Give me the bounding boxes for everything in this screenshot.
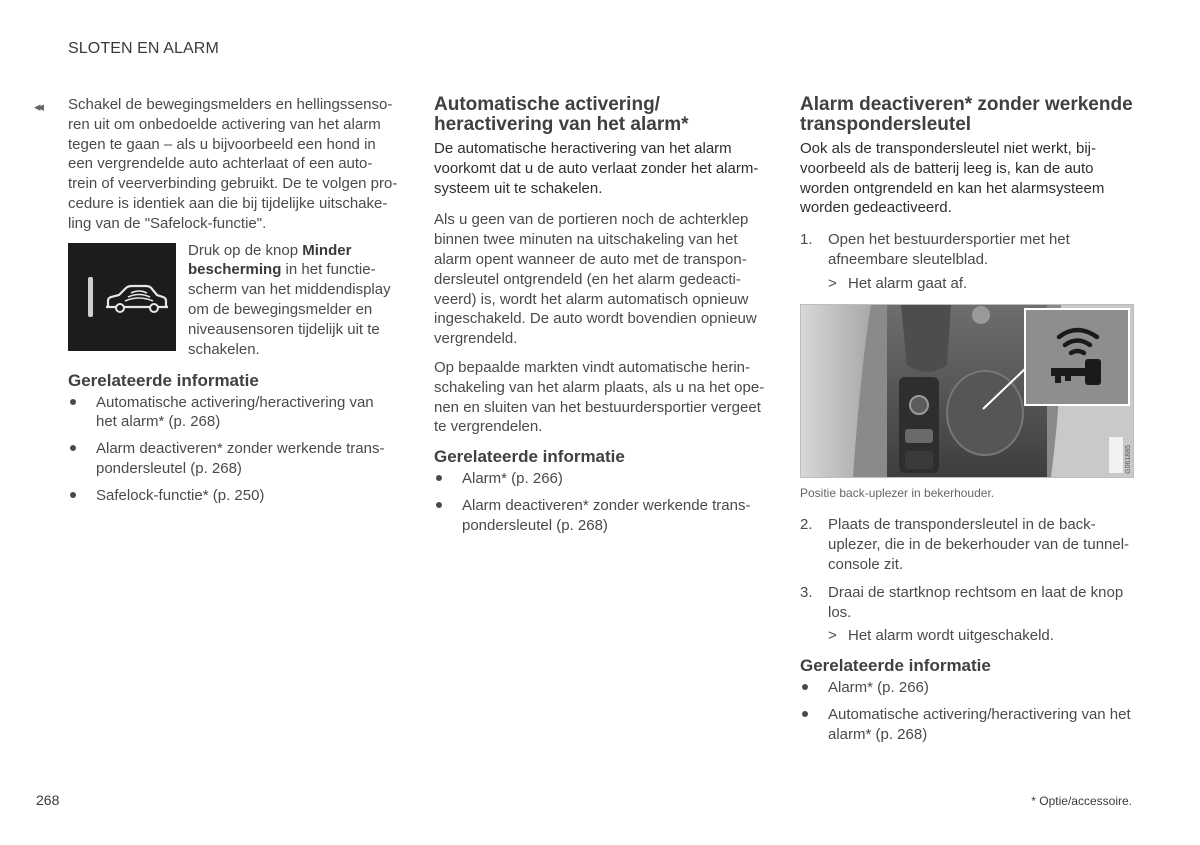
cupholder-backup-reader-photo (800, 304, 1134, 478)
steps-list (800, 230, 1136, 270)
step-item: 1. Open het bestuurdersportier met het afneembare sleutelblad. (800, 231, 1070, 268)
bullet-icon (802, 711, 808, 717)
console-photo-illustration (801, 305, 1133, 477)
indicator-light (88, 277, 93, 317)
related-link[interactable]: Alarm deactiveren* zonder werkende trans-pondersleutel (p. 268) (434, 496, 770, 536)
related-link[interactable]: Alarm* (p. 266) (434, 469, 770, 489)
steps-list (800, 515, 1136, 622)
bullet-icon (436, 502, 442, 508)
bullet-icon (802, 684, 808, 690)
car-sensor-icon (102, 279, 172, 319)
page-header: SLOTEN EN ALARM (68, 40, 219, 57)
bullet-icon (70, 445, 76, 451)
step-item: 2. Plaats de transpondersleutel in de back-uplezer, die in de bekerhouder van de tunnel-console zit. (800, 516, 1130, 573)
column-right (800, 95, 1136, 752)
photo-caption: Positie back-uplezer in bekerhouder. (800, 485, 995, 500)
related-info-list (434, 469, 770, 535)
continued-icon: ◂◂ (34, 99, 42, 114)
footnote: * Optie/accessoire. (1031, 794, 1132, 808)
related-info-heading: Gerelateerde informatie (434, 447, 625, 467)
button-name: Minder bescherming (188, 241, 352, 279)
image-code-label: G061885 (1125, 444, 1132, 474)
column-left (34, 95, 398, 513)
related-link[interactable]: Alarm deactiveren* zonder werkende trans-pondersleutel (p. 268) (68, 439, 398, 479)
bullet-icon (70, 399, 76, 405)
related-link[interactable]: Safelock-functie* (p. 250) (68, 486, 398, 506)
section-title: Alarm deactiveren* zonder werkende transpondersleutel (800, 94, 1133, 135)
reduced-protection-button-image (68, 243, 176, 351)
related-link[interactable]: Automatische activering/heractivering van het alarm* (p. 268) (68, 393, 398, 433)
button-instruction: Druk op de knop Minder bescherming in het functie-scherm van het middendisplay om de bewegingsmelder en niveausensoren tijdelijk uit te schakelen. (188, 241, 391, 358)
section-lead: Ook als de transpondersleutel niet werkt, bij-voorbeeld als de batterij leeg is, kan de auto worden ontgrendeld en kan het alarmsysteem worden gedeactiveerd. (800, 140, 1105, 217)
intro-paragraph: Schakel de bewegingsmelders en hellingssenso-ren uit om onbedoelde activering van het alarm tegen te gaan – als u bijvoorbeeld een hond in een vergrendelde auto achterlaat of een auto-trein of veerverbinding gebruikt. De te volgen pro-cedure is identiek aan die bij tijdelijke uitschake-ling van de "Safelock-functie". (68, 96, 398, 232)
bullet-icon (70, 492, 76, 498)
bullet-icon (436, 475, 442, 481)
step-result: > Het alarm wordt uitgeschakeld. (828, 627, 1054, 645)
step-result: > Het alarm gaat af. (828, 274, 968, 292)
button-illustration-block (68, 243, 398, 361)
related-link[interactable]: Automatische activering/heractivering van het alarm* (p. 268) (800, 705, 1136, 745)
related-link[interactable]: Alarm* (p. 266) (800, 678, 1136, 698)
related-info-heading: Gerelateerde informatie (800, 656, 991, 676)
section-lead: De automatische heractivering van het alarm voorkomt dat u de auto verlaat zonder het alarm-systeem uit te schakelen. (434, 140, 759, 197)
related-info-heading: Gerelateerde informatie (68, 370, 259, 390)
related-info-list (68, 393, 398, 506)
related-info-list (800, 678, 1136, 744)
body-paragraph: Op bepaalde markten vindt automatische herin-schakeling van het alarm plaats, als u na het ope-nen en sluiten van het bestuurdersportier vergeet te vergrendelen. (434, 358, 765, 436)
body-paragraph: Als u geen van de portieren noch de achterklep binnen twee minuten na uitschakeling van het alarm opent wanneer de auto met de transpon-dersleutel ontgrendeld (en het alarm gedeacti-veerd) is, wordt het alarm automatisch opnieuw ingeschakeld. De auto wordt bovendien opnieuw vergrendeld. (434, 211, 757, 348)
section-title: Automatische activering/ heractivering van het alarm* (434, 94, 689, 135)
page-number: 268 (36, 792, 60, 808)
step-item: 3. Draai de startknop rechtsom en laat de knop los. (800, 583, 1124, 621)
column-middle (434, 95, 770, 543)
